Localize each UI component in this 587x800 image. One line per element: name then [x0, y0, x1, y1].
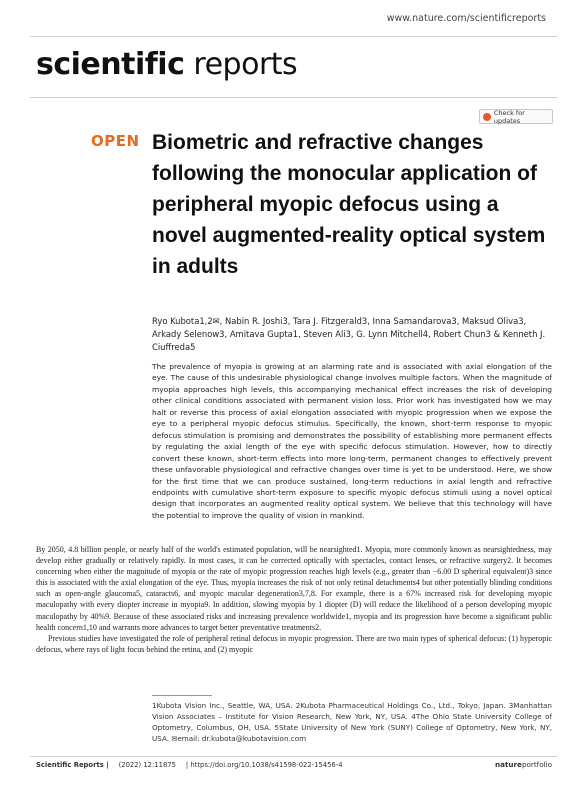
brand-light: reports [184, 47, 298, 82]
journal-logo[interactable] [36, 47, 297, 82]
check-updates-label: Check for updates [493, 108, 525, 125]
footer-volume: (2022) 12:11875 [118, 760, 176, 769]
affiliation-divider [152, 695, 212, 696]
publisher-logo [495, 760, 552, 769]
body-paragraph: Previous studies have investigated the role of peripheral retinal defocus in myopic progression. There are two main types of spherical defocus: (1) hyperopic defocus, where rays of light focus behind the retina, and (2) myopic [36, 633, 552, 654]
check-for-updates-button[interactable] [479, 109, 553, 124]
publisher-bold: nature [494, 760, 522, 769]
open-access-label: OPEN [91, 132, 140, 150]
update-badge-icon [483, 113, 491, 121]
brand-divider [30, 97, 557, 98]
footer-journal: Scientific Reports | [36, 760, 109, 769]
body-paragraph: By 2050, 4.8 billion people, or nearly half of the world's estimated population, will be nearsighted1. Myopia, more commonly known as nearsightedness, may develop either gradually or relatively rapidly. In most cases, it can be corrected optically with spectacles, contact lenses, or refractive surgery2. It becomes concerning when either the magnitude of myopia or the rate of myopic progression reaches high levels (e.g., greater than −6.00 D spherical equivalent)3 since this is associated with the axial elongation of the eye. Thus, myopia increases the risk of not only retinal detachments4 but other potentially blinding conditions such as open-angle glaucoma5, cataracts6, and myopic macular degeneration3,7,8. For example, there is a 67% increased risk for developing myopic maculopathy with every diopter increase in myopia9. In addition, slowing myopia by 1 diopter (D) will reduce the likelihood of a person developing myopic maculopathy by 40%9. Because of these associated risks and increasing prevalence worldwide1, myopia and its progression have become a significant public health concern1,10 and warrants more advances to target better preventative treatments2. [36, 545, 552, 632]
affiliations: 1Kubota Vision Inc., Seattle, WA, USA. 2Kubota Pharmaceutical Holdings Co., Ltd., Tokyo, Japan. 3Manhattan Vision Associates – Institute for Vision Research, New York, NY, USA. 4The Ohio State University College of Optometry, Columbus, OH, USA. 5State University of New York (SUNY) College of Optometry, New York, NY, USA. ✉email: dr.kubota@kubotavision.com [152, 701, 552, 743]
footer-divider [30, 756, 557, 757]
abstract: The prevalence of myopia is growing at an alarming rate and is associated with axial elongation of the eye. The cause of this undesirable physiological change involves multiple factors. When the magnitude of myopia approaches high levels, this accompanying mechanical effect increases the risk of developing other clinical conditions associated with permanent vision loss. Prior work has investigated how we may halt or reverse this process of axial elongation associated with myopic progression when we expose the eye to a peripheral myopic defocus stimulus. Specifically, the known, short-term response to myopic defocus stimulation is promising and demonstrates the possibility of establishing more permanent effects by regulating the axial length of the eye with specific defocus stimulation. However, how to directly convert these known, short-term effects into more long-term, permanent changes to effectively prevent these unfavorable physiological and refractive changes over time is yet to be understood. Here, we show for the first time that we can produce sustained, long-term reductions in axial length and refractive endpoints with cumulative short-term exposure to specific myopic defocus stimuli using a novel optical design that incorporates an augmented reality optical system. We believe that this technology will have the potential to improve the quality of vision in mankind. [152, 362, 552, 520]
journal-url[interactable]: www.nature.com/scientificreports [386, 13, 546, 24]
page-footer [36, 760, 552, 769]
author-list[interactable]: Ryo Kubota1,2✉, Nabin R. Joshi3, Tara J. Fitzgerald3, Inna Samandarova3, Maksud Oliva3, Arkady Selenow3, Amitava Gupta1, Steven Ali3, G. Lynn Mitchell4, Robert Chun3 & Kenneth J. Ciuffreda5 [152, 316, 546, 352]
brand-bold: scientific [36, 47, 185, 82]
article-body [36, 544, 552, 655]
publisher-light: portfolio [521, 760, 552, 769]
article-title: Biometric and refractive changes following the monocular application of peripheral myopic defocus using a novel augmented-reality optical system in adults [152, 131, 546, 278]
header-divider [30, 36, 557, 37]
footer-doi-link[interactable]: | https://doi.org/10.1038/s41598-022-15456-4 [185, 760, 343, 769]
